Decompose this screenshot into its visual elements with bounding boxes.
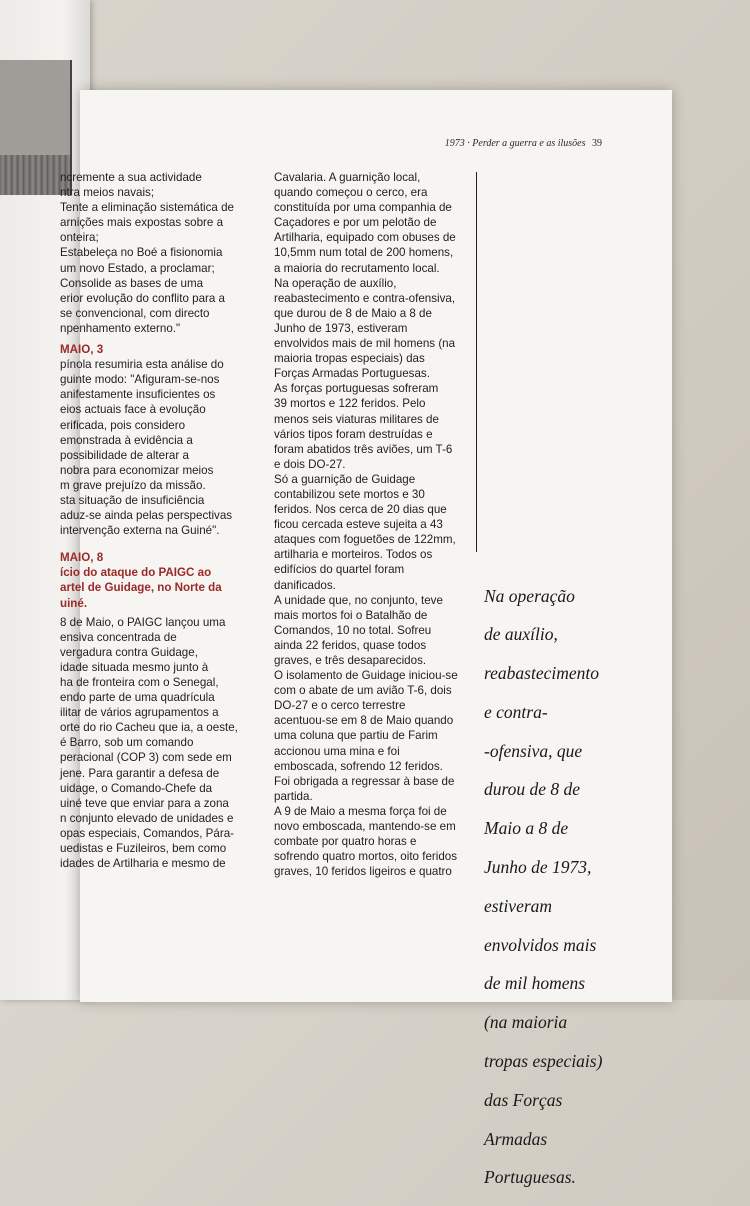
text-line: graves, 10 feridos ligeiros e quatro xyxy=(274,865,452,879)
text-line: feridos. Nos cerca de 20 dias que xyxy=(274,503,447,517)
text-line: peracional (COP 3) com sede em xyxy=(60,751,232,765)
text-line: ntra meios navais; xyxy=(60,186,155,200)
text-line: foram abatidos três aviões, um T-6 xyxy=(274,442,453,456)
running-head-title: 1973 · Perder a guerra e as ilusões xyxy=(444,138,586,149)
text-line: A 9 de Maio a mesma força foi de xyxy=(274,804,447,818)
pull-quote-line: envolvidos mais xyxy=(484,934,597,955)
text-line: é Barro, sob um comando xyxy=(60,736,194,750)
text-line: partida. xyxy=(274,789,313,803)
text-line: anifestamente insuficientes os xyxy=(60,388,216,402)
section-title-line: artel de Guidage, no Norte da xyxy=(60,581,222,595)
text-line: 10,5mm num total de 200 homens, xyxy=(274,246,454,260)
text-line: m grave prejuízo da missão. xyxy=(60,478,206,492)
side-heading: MAIO, 3 xyxy=(60,343,104,357)
pull-quote-line: estiveram xyxy=(484,895,553,916)
section-date: MAIO, 8 xyxy=(60,551,104,565)
text-line: Só a guarnição de Guidage xyxy=(274,472,416,486)
book-page xyxy=(60,90,672,1188)
text-line: arnições mais expostas sobre a xyxy=(60,216,224,230)
text-line: ncremente a sua actividade xyxy=(60,171,202,184)
text-line: maioria tropas especiais) das xyxy=(274,352,425,366)
text-line: aduz-se ainda pelas perspectivas xyxy=(60,509,233,523)
text-line: ficou cercada esteve sujeita a 43 xyxy=(274,518,443,532)
text-line: graves, e três desaparecidos. xyxy=(274,654,427,667)
text-line: A unidade que, no conjunto, teve xyxy=(274,593,443,607)
text-line: novo emboscada, mantendo-se em xyxy=(274,820,456,834)
text-line: Foi obrigada a regressar à base de xyxy=(274,774,455,788)
text-line: n conjunto elevado de unidades e xyxy=(60,811,234,825)
pull-quote-line: das Forças xyxy=(484,1089,563,1110)
text-line: pínola resumiria esta análise do xyxy=(60,358,224,372)
text-line: As forças portuguesas sofreram xyxy=(274,382,439,396)
text-line: Forças Armadas Portuguesas. xyxy=(274,367,430,381)
text-line: edifícios do quartel foram xyxy=(274,563,405,577)
text-line: reabastecimento e contra-ofensiva, xyxy=(274,291,456,305)
text-line: uidage, o Comando-Chefe da xyxy=(60,781,213,795)
text-line: mais mortos foi o Batalhão de xyxy=(274,608,428,622)
pull-quote-line: de mil homens xyxy=(484,973,586,994)
text-line: acentuou-se em 8 de Maio quando xyxy=(274,714,454,728)
text-line: DO-27 e o cerco terrestre xyxy=(274,699,406,713)
text-line: com o abate de um avião T-6, dois xyxy=(274,684,452,698)
pull-quote-line: durou de 8 de xyxy=(484,779,581,800)
text-line: opas especiais, Comandos, Pára- xyxy=(60,826,234,840)
text-line: e dois DO-27. xyxy=(274,457,346,471)
text-line: artilharia e morteiros. Todos os xyxy=(274,548,433,562)
text-line: menos seis viaturas militares de xyxy=(274,412,439,426)
text-line: erior evolução do conflito para a xyxy=(60,291,225,305)
pull-quote-line: -ofensiva, que xyxy=(484,740,583,761)
text-line: O isolamento de Guidage iniciou-se xyxy=(274,669,458,683)
text-line: a maioria do recrutamento local. xyxy=(274,261,440,275)
text-line: idade situada mesmo junto à xyxy=(60,660,209,674)
text-line: uedistas e Fuzileiros, bem como xyxy=(60,842,227,856)
text-line: Junho de 1973, estiveram xyxy=(274,321,408,335)
text-line: Na operação de auxílio, xyxy=(274,276,397,290)
pull-quote-line: (na maioria xyxy=(484,1012,568,1033)
text-line: sofrendo quatro mortos, oito feridos xyxy=(274,850,458,864)
pull-quote-line: reabastecimento xyxy=(484,663,600,684)
text-line: combate por quatro horas e xyxy=(274,835,417,849)
text-line: ataques com foguetões de 122mm, xyxy=(274,533,456,547)
text-line: envolvidos mais de mil homens (na xyxy=(274,337,456,351)
text-line: orte do rio Cacheu que ia, a oeste, xyxy=(60,721,238,735)
text-line: Cavalaria. A guarnição local, xyxy=(274,171,421,184)
text-line: Consolide as bases de uma xyxy=(60,276,204,290)
text-line: emonstrada à evidência a xyxy=(60,433,193,447)
section-title-line: uiné. xyxy=(60,596,88,610)
pull-quote-line: Junho de 1973, xyxy=(484,857,592,878)
text-line: ilitar de vários agrupamentos a xyxy=(60,706,219,720)
text-line: Caçadores e por um pelotão de xyxy=(274,216,437,230)
text-line: jene. Para garantir a defesa de xyxy=(60,766,220,780)
text-line: onteira; xyxy=(60,231,99,245)
text-line: se convencional, com directo xyxy=(60,306,210,320)
text-line: vários tipos foram destruídas e xyxy=(274,427,433,441)
text-line: erificada, pois considero xyxy=(60,418,186,432)
text-line: Comandos, 10 no total. Sofreu xyxy=(274,623,432,637)
text-line: emboscada, sofrendo 12 feridos. xyxy=(274,759,443,773)
text-line: 39 mortos e 122 feridos. Pelo xyxy=(274,397,426,411)
pull-quote-line: tropas especiais) xyxy=(484,1051,603,1072)
text-line: endo parte de uma quadrícula xyxy=(60,691,215,705)
text-line: vergadura contra Guidage, xyxy=(60,645,198,659)
text-line: ainda 22 feridos, quase todos xyxy=(274,638,427,652)
text-line: contabilizou sete mortos e 30 xyxy=(274,487,425,501)
text-line: danificados. xyxy=(274,578,336,592)
text-line: ensiva concentrada de xyxy=(60,630,177,644)
text-line: ha de fronteira com o Senegal, xyxy=(60,676,219,689)
text-line: um novo Estado, a proclamar; xyxy=(60,261,215,275)
running-head xyxy=(445,138,602,149)
text-line: possibilidade de alterar a xyxy=(60,448,189,462)
page-number: 39 xyxy=(592,138,602,149)
text-line: nobra para economizar meios xyxy=(60,463,214,477)
middle-column xyxy=(274,170,464,879)
pull-quote-line: Portuguesas. xyxy=(484,1167,576,1188)
text-line: idades de Artilharia e mesmo de xyxy=(60,857,226,871)
text-line: Artilharia, equipado com obuses de xyxy=(274,231,456,245)
pull-quote-line: Maio a 8 de xyxy=(484,818,569,839)
text-line: Tente a eliminação sistemática de xyxy=(60,201,234,215)
pull-quote-line: de auxílio, xyxy=(484,624,558,645)
pull-quote-line: Armadas xyxy=(484,1128,548,1149)
text-line: npenhamento externo." xyxy=(60,321,181,335)
text-line: guinte modo: "Afiguram-se-nos xyxy=(60,373,220,387)
text-line: Estabeleça no Boé a fisionomia xyxy=(60,246,223,260)
text-line: quando começou o cerco, era xyxy=(274,186,428,200)
text-line: sta situação de insuficiência xyxy=(60,493,205,507)
pull-quote-line: Na operação xyxy=(484,585,575,606)
text-line: accionou uma mina e foi xyxy=(274,744,400,758)
column-rule xyxy=(476,172,477,552)
pull-quote xyxy=(484,568,624,1206)
left-column xyxy=(60,170,240,871)
show-through-text xyxy=(488,172,618,552)
text-line: que durou de 8 de Maio a 8 de xyxy=(274,306,432,320)
text-line: uma coluna que partiu de Farim xyxy=(274,729,438,743)
section-title-line: ício do ataque do PAIGC ao xyxy=(60,566,212,580)
text-line: uiné teve que enviar para a zona xyxy=(60,796,229,810)
text-line: eios actuais face à evolução xyxy=(60,403,206,417)
text-line: intervenção externa na Guiné". xyxy=(60,524,220,538)
text-line: 8 de Maio, o PAIGC lançou uma xyxy=(60,615,226,629)
text-line: constituída por uma companhia de xyxy=(274,201,452,215)
pull-quote-line: e contra- xyxy=(484,701,548,722)
